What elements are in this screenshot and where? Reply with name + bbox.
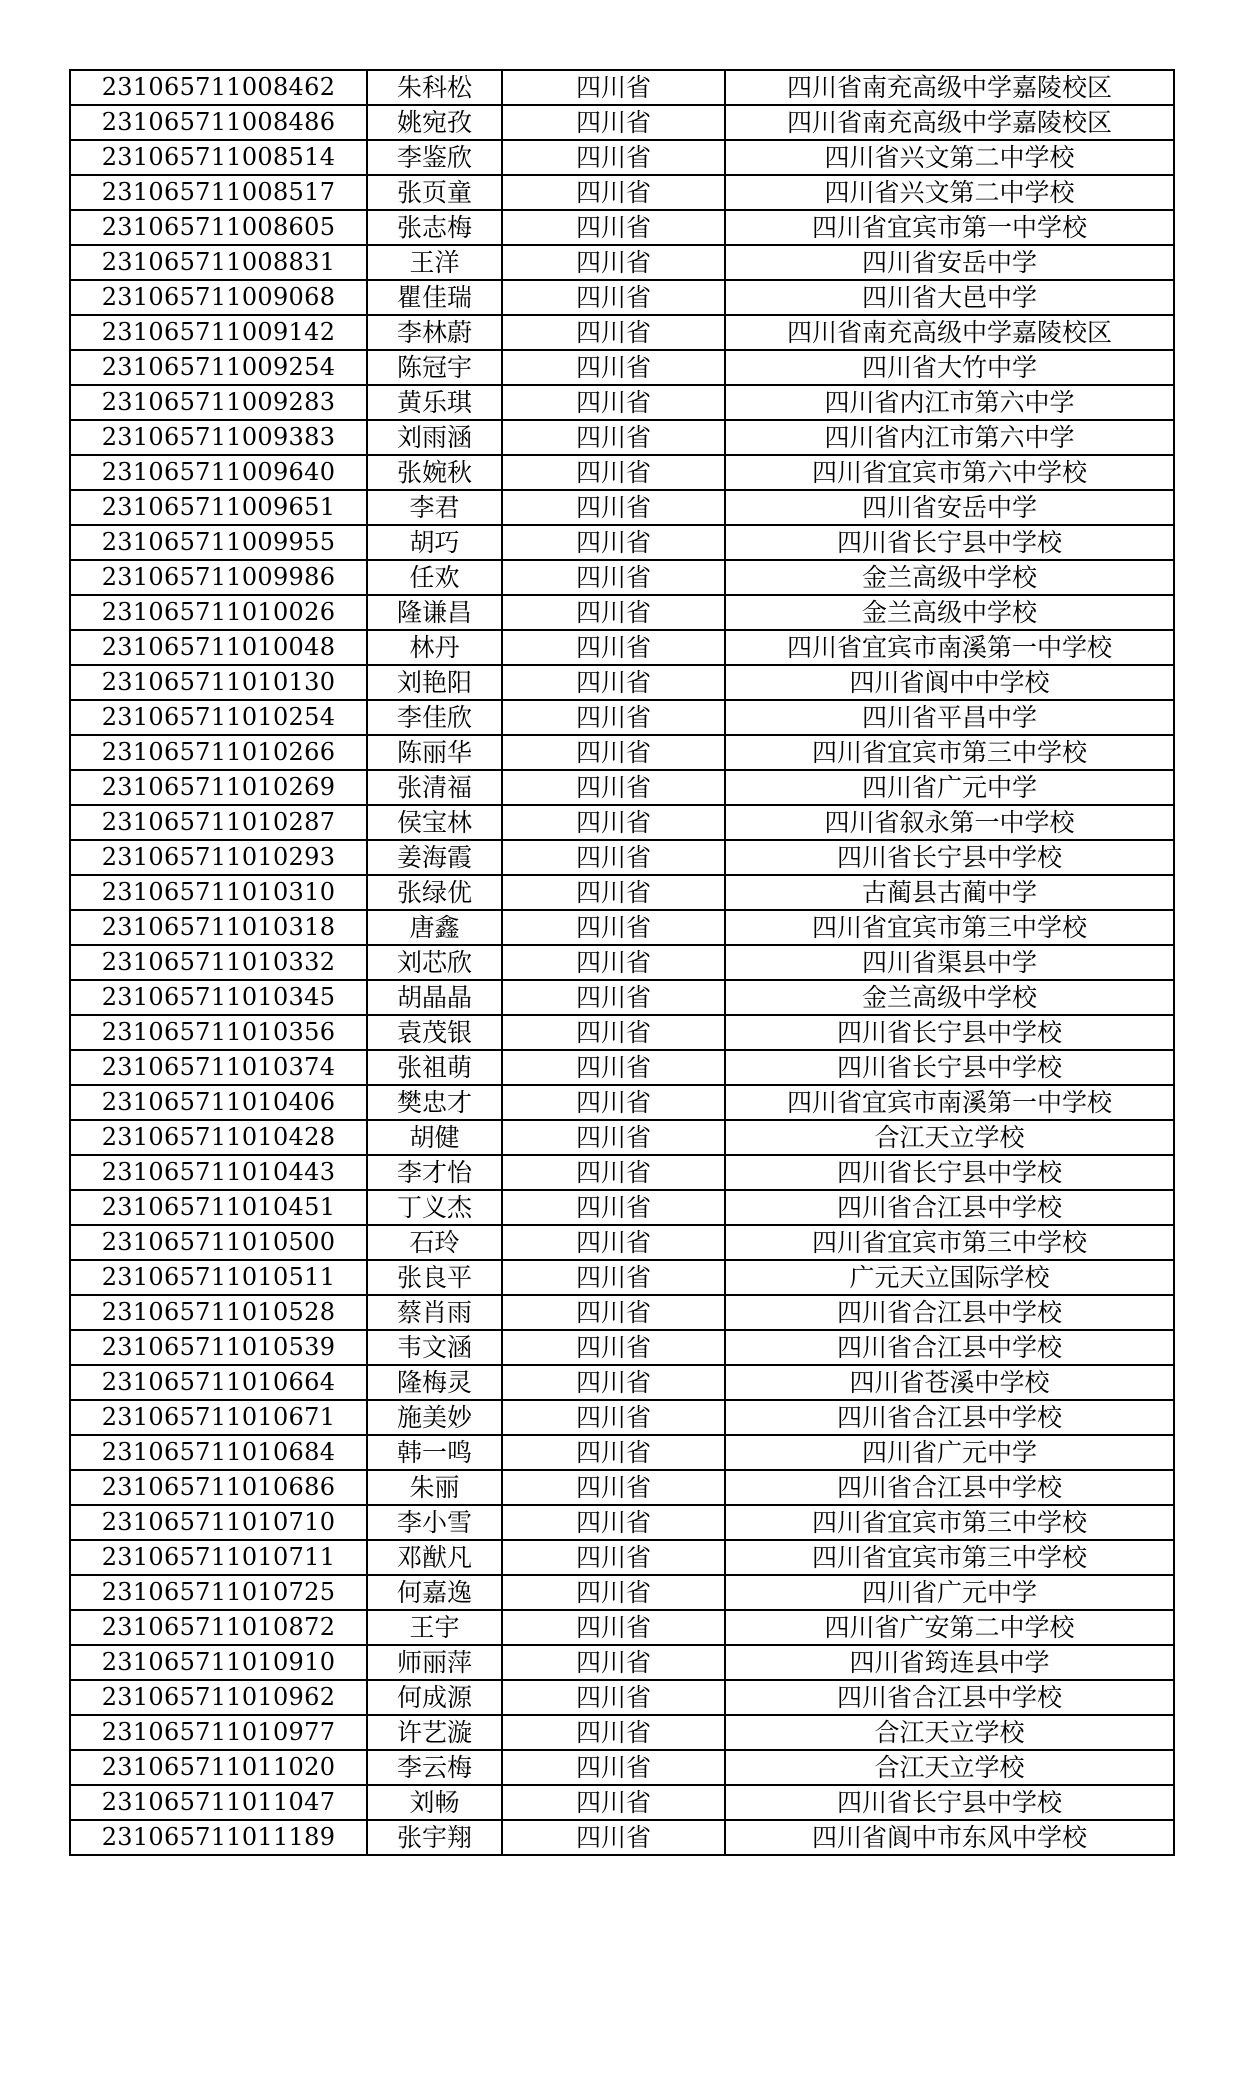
name-cell: 朱丽 [367,1470,502,1505]
candidate-id-cell: 231065711010511 [70,1260,367,1295]
name-cell: 张绿优 [367,875,502,910]
candidate-id-cell: 231065711008486 [70,105,367,140]
school-cell: 四川省广元中学 [725,1575,1174,1610]
school-cell: 四川省兴文第二中学校 [725,175,1174,210]
table-row [70,945,1174,980]
school-cell: 四川省筠连县中学 [725,1645,1174,1680]
candidate-id-cell: 231065711010356 [70,1015,367,1050]
table-row [70,420,1174,455]
candidate-id-cell: 231065711010269 [70,770,367,805]
province-cell: 四川省 [502,1610,725,1645]
candidate-id-cell: 231065711010528 [70,1295,367,1330]
province-cell: 四川省 [502,875,725,910]
school-cell: 四川省大竹中学 [725,350,1174,385]
school-cell: 四川省内江市第六中学 [725,385,1174,420]
name-cell: 张志梅 [367,210,502,245]
province-cell: 四川省 [502,1750,725,1785]
table-row [70,1575,1174,1610]
candidate-id-cell: 231065711010287 [70,805,367,840]
school-cell: 四川省合江县中学校 [725,1330,1174,1365]
province-cell: 四川省 [502,630,725,665]
table-row [70,770,1174,805]
roster-body [70,70,1174,1855]
school-cell: 四川省叙永第一中学校 [725,805,1174,840]
candidate-id-cell: 231065711011020 [70,1750,367,1785]
province-cell: 四川省 [502,490,725,525]
school-cell: 四川省安岳中学 [725,245,1174,280]
candidate-id-cell: 231065711010664 [70,1365,367,1400]
name-cell: 李云梅 [367,1750,502,1785]
province-cell: 四川省 [502,105,725,140]
table-row [70,1225,1174,1260]
province-cell: 四川省 [502,1260,725,1295]
candidate-id-cell: 231065711008605 [70,210,367,245]
table-row [70,1715,1174,1750]
candidate-id-cell: 231065711010711 [70,1540,367,1575]
province-cell: 四川省 [502,1190,725,1225]
table-row [70,385,1174,420]
table-row [70,210,1174,245]
name-cell: 刘芯欣 [367,945,502,980]
candidate-id-cell: 231065711008831 [70,245,367,280]
province-cell: 四川省 [502,1085,725,1120]
candidate-id-cell: 231065711009986 [70,560,367,595]
candidate-id-cell: 231065711010130 [70,665,367,700]
candidate-id-cell: 231065711010684 [70,1435,367,1470]
table-row [70,70,1174,105]
candidate-id-cell: 231065711010332 [70,945,367,980]
province-cell: 四川省 [502,840,725,875]
school-cell: 金兰高级中学校 [725,560,1174,595]
province-cell: 四川省 [502,210,725,245]
table-row [70,1330,1174,1365]
candidate-id-cell: 231065711010872 [70,1610,367,1645]
school-cell: 四川省长宁县中学校 [725,840,1174,875]
candidate-id-cell: 231065711009068 [70,280,367,315]
school-cell: 四川省长宁县中学校 [725,1785,1174,1820]
school-cell: 四川省宜宾市第三中学校 [725,910,1174,945]
name-cell: 何成源 [367,1680,502,1715]
province-cell: 四川省 [502,945,725,980]
candidate-id-cell: 231065711010026 [70,595,367,630]
province-cell: 四川省 [502,910,725,945]
table-row [70,1680,1174,1715]
school-cell: 四川省阆中中学校 [725,665,1174,700]
school-cell: 广元天立国际学校 [725,1260,1174,1295]
name-cell: 陈丽华 [367,735,502,770]
school-cell: 四川省广安第二中学校 [725,1610,1174,1645]
school-cell: 四川省长宁县中学校 [725,525,1174,560]
candidate-id-cell: 231065711010443 [70,1155,367,1190]
province-cell: 四川省 [502,805,725,840]
name-cell: 施美妙 [367,1400,502,1435]
province-cell: 四川省 [502,770,725,805]
candidate-id-cell: 231065711009142 [70,315,367,350]
name-cell: 瞿佳瑞 [367,280,502,315]
name-cell: 许艺漩 [367,1715,502,1750]
province-cell: 四川省 [502,70,725,105]
table-row [70,245,1174,280]
province-cell: 四川省 [502,1470,725,1505]
province-cell: 四川省 [502,1680,725,1715]
name-cell: 李小雪 [367,1505,502,1540]
candidate-id-cell: 231065711010710 [70,1505,367,1540]
school-cell: 四川省广元中学 [725,1435,1174,1470]
name-cell: 张祖萌 [367,1050,502,1085]
table-row [70,805,1174,840]
school-cell: 四川省合江县中学校 [725,1190,1174,1225]
candidate-id-cell: 231065711009283 [70,385,367,420]
name-cell: 李君 [367,490,502,525]
province-cell: 四川省 [502,1330,725,1365]
province-cell: 四川省 [502,1785,725,1820]
table-row [70,875,1174,910]
province-cell: 四川省 [502,735,725,770]
table-row [70,315,1174,350]
name-cell: 隆梅灵 [367,1365,502,1400]
name-cell: 姚宛孜 [367,105,502,140]
name-cell: 张良平 [367,1260,502,1295]
school-cell: 金兰高级中学校 [725,980,1174,1015]
table-row [70,910,1174,945]
school-cell: 四川省宜宾市第六中学校 [725,455,1174,490]
name-cell: 隆谦昌 [367,595,502,630]
table-row [70,1155,1174,1190]
candidate-id-cell: 231065711010451 [70,1190,367,1225]
school-cell: 四川省合江县中学校 [725,1680,1174,1715]
candidate-id-cell: 231065711010428 [70,1120,367,1155]
candidate-id-cell: 231065711010293 [70,840,367,875]
name-cell: 袁茂银 [367,1015,502,1050]
candidate-id-cell: 231065711010406 [70,1085,367,1120]
name-cell: 丁义杰 [367,1190,502,1225]
table-row [70,1785,1174,1820]
province-cell: 四川省 [502,1050,725,1085]
candidate-id-cell: 231065711010500 [70,1225,367,1260]
name-cell: 张婉秋 [367,455,502,490]
candidate-id-cell: 231065711009640 [70,455,367,490]
school-cell: 金兰高级中学校 [725,595,1174,630]
name-cell: 李才怡 [367,1155,502,1190]
name-cell: 王洋 [367,245,502,280]
school-cell: 合江天立学校 [725,1120,1174,1155]
table-row [70,560,1174,595]
name-cell: 刘艳阳 [367,665,502,700]
table-row [70,1260,1174,1295]
province-cell: 四川省 [502,1155,725,1190]
table-row [70,595,1174,630]
table-row [70,140,1174,175]
province-cell: 四川省 [502,245,725,280]
province-cell: 四川省 [502,1365,725,1400]
table-row [70,1470,1174,1505]
table-row [70,350,1174,385]
school-cell: 四川省合江县中学校 [725,1400,1174,1435]
candidate-id-cell: 231065711008514 [70,140,367,175]
province-cell: 四川省 [502,1505,725,1540]
table-row [70,525,1174,560]
province-cell: 四川省 [502,1120,725,1155]
table-row [70,1120,1174,1155]
province-cell: 四川省 [502,980,725,1015]
name-cell: 唐鑫 [367,910,502,945]
table-row [70,1295,1174,1330]
province-cell: 四川省 [502,175,725,210]
province-cell: 四川省 [502,560,725,595]
table-row [70,1645,1174,1680]
name-cell: 朱科松 [367,70,502,105]
table-row [70,490,1174,525]
table-row [70,665,1174,700]
province-cell: 四川省 [502,315,725,350]
candidate-id-cell: 231065711010910 [70,1645,367,1680]
table-row [70,1050,1174,1085]
province-cell: 四川省 [502,1645,725,1680]
school-cell: 四川省宜宾市第三中学校 [725,1505,1174,1540]
school-cell: 四川省宜宾市南溪第一中学校 [725,1085,1174,1120]
province-cell: 四川省 [502,525,725,560]
province-cell: 四川省 [502,140,725,175]
province-cell: 四川省 [502,595,725,630]
school-cell: 四川省苍溪中学校 [725,1365,1174,1400]
name-cell: 胡健 [367,1120,502,1155]
candidate-id-cell: 231065711010310 [70,875,367,910]
name-cell: 李鉴欣 [367,140,502,175]
province-cell: 四川省 [502,700,725,735]
name-cell: 韦文涵 [367,1330,502,1365]
school-cell: 四川省南充高级中学嘉陵校区 [725,105,1174,140]
school-cell: 四川省合江县中学校 [725,1470,1174,1505]
province-cell: 四川省 [502,420,725,455]
candidate-id-cell: 231065711009651 [70,490,367,525]
name-cell: 刘畅 [367,1785,502,1820]
name-cell: 胡巧 [367,525,502,560]
name-cell: 张宇翔 [367,1820,502,1855]
province-cell: 四川省 [502,1575,725,1610]
province-cell: 四川省 [502,1295,725,1330]
table-row [70,280,1174,315]
name-cell: 石玲 [367,1225,502,1260]
candidate-id-cell: 231065711010345 [70,980,367,1015]
table-row [70,1750,1174,1785]
name-cell: 蔡肖雨 [367,1295,502,1330]
school-cell: 四川省广元中学 [725,770,1174,805]
province-cell: 四川省 [502,1400,725,1435]
table-row [70,105,1174,140]
candidate-id-cell: 231065711010977 [70,1715,367,1750]
candidate-id-cell: 231065711010254 [70,700,367,735]
name-cell: 胡晶晶 [367,980,502,1015]
province-cell: 四川省 [502,280,725,315]
name-cell: 刘雨涵 [367,420,502,455]
school-cell: 四川省宜宾市第三中学校 [725,1225,1174,1260]
name-cell: 何嘉逸 [367,1575,502,1610]
table-row [70,840,1174,875]
candidate-id-cell: 231065711009254 [70,350,367,385]
school-cell: 四川省内江市第六中学 [725,420,1174,455]
province-cell: 四川省 [502,1540,725,1575]
province-cell: 四川省 [502,350,725,385]
name-cell: 林丹 [367,630,502,665]
school-cell: 四川省平昌中学 [725,700,1174,735]
candidate-id-cell: 231065711010962 [70,1680,367,1715]
school-cell: 四川省阆中市东风中学校 [725,1820,1174,1855]
table-row [70,700,1174,735]
province-cell: 四川省 [502,455,725,490]
school-cell: 四川省安岳中学 [725,490,1174,525]
table-row [70,1085,1174,1120]
name-cell: 张清福 [367,770,502,805]
table-row [70,455,1174,490]
province-cell: 四川省 [502,1715,725,1750]
name-cell: 师丽萍 [367,1645,502,1680]
school-cell: 合江天立学校 [725,1750,1174,1785]
province-cell: 四川省 [502,385,725,420]
table-row [70,735,1174,770]
name-cell: 樊忠才 [367,1085,502,1120]
table-row [70,1820,1174,1855]
school-cell: 四川省长宁县中学校 [725,1050,1174,1085]
table-row [70,1015,1174,1050]
school-cell: 四川省宜宾市第三中学校 [725,735,1174,770]
school-cell: 四川省南充高级中学嘉陵校区 [725,70,1174,105]
candidate-id-cell: 231065711010725 [70,1575,367,1610]
table-row [70,175,1174,210]
name-cell: 李佳欣 [367,700,502,735]
province-cell: 四川省 [502,665,725,700]
table-row [70,1365,1174,1400]
candidate-id-cell: 231065711010686 [70,1470,367,1505]
school-cell: 四川省长宁县中学校 [725,1015,1174,1050]
school-cell: 四川省南充高级中学嘉陵校区 [725,315,1174,350]
table-row [70,1540,1174,1575]
school-cell: 四川省宜宾市南溪第一中学校 [725,630,1174,665]
name-cell: 黄乐琪 [367,385,502,420]
name-cell: 姜海霞 [367,840,502,875]
candidate-id-cell: 231065711010266 [70,735,367,770]
name-cell: 侯宝林 [367,805,502,840]
name-cell: 陈冠宇 [367,350,502,385]
name-cell: 王宇 [367,1610,502,1645]
school-cell: 四川省宜宾市第一中学校 [725,210,1174,245]
roster-table [69,69,1175,1856]
candidate-id-cell: 231065711010671 [70,1400,367,1435]
name-cell: 任欢 [367,560,502,595]
province-cell: 四川省 [502,1820,725,1855]
table-row [70,630,1174,665]
table-row [70,1190,1174,1225]
name-cell: 韩一鸣 [367,1435,502,1470]
name-cell: 邓猷凡 [367,1540,502,1575]
candidate-id-cell: 231065711011047 [70,1785,367,1820]
school-cell: 四川省宜宾市第三中学校 [725,1540,1174,1575]
school-cell: 合江天立学校 [725,1715,1174,1750]
candidate-id-cell: 231065711010318 [70,910,367,945]
name-cell: 李林蔚 [367,315,502,350]
table-row [70,1610,1174,1645]
table-row [70,1435,1174,1470]
school-cell: 四川省合江县中学校 [725,1295,1174,1330]
candidate-id-cell: 231065711008462 [70,70,367,105]
candidate-id-cell: 231065711011189 [70,1820,367,1855]
candidate-id-cell: 231065711009383 [70,420,367,455]
school-cell: 古蔺县古蔺中学 [725,875,1174,910]
candidate-id-cell: 231065711010374 [70,1050,367,1085]
table-row [70,980,1174,1015]
school-cell: 四川省兴文第二中学校 [725,140,1174,175]
candidate-id-cell: 231065711010539 [70,1330,367,1365]
table-row [70,1505,1174,1540]
province-cell: 四川省 [502,1225,725,1260]
school-cell: 四川省长宁县中学校 [725,1155,1174,1190]
candidate-id-cell: 231065711008517 [70,175,367,210]
province-cell: 四川省 [502,1435,725,1470]
province-cell: 四川省 [502,1015,725,1050]
candidate-id-cell: 231065711009955 [70,525,367,560]
school-cell: 四川省大邑中学 [725,280,1174,315]
candidate-id-cell: 231065711010048 [70,630,367,665]
name-cell: 张页童 [367,175,502,210]
school-cell: 四川省渠县中学 [725,945,1174,980]
table-row [70,1400,1174,1435]
